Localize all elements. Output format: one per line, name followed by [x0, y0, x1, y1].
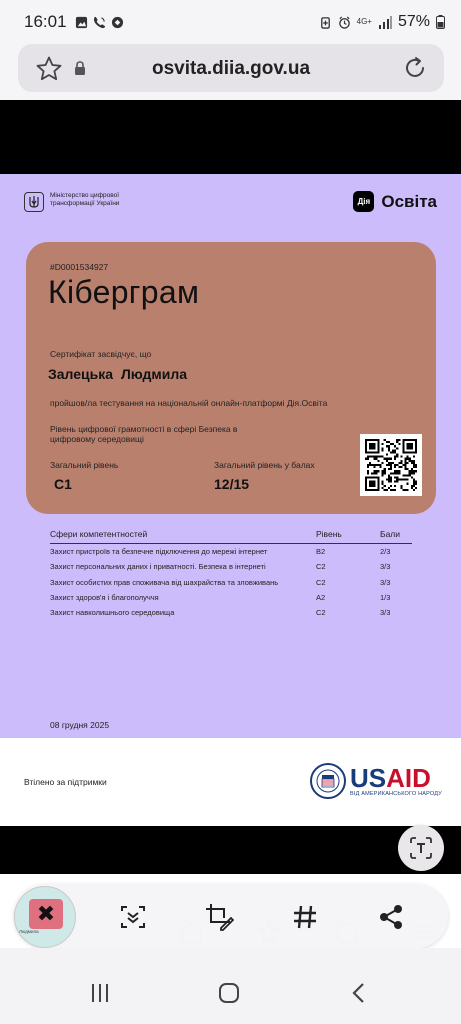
row-area: Захист здоров'я і благополуччя: [50, 593, 159, 603]
status-left: [24, 12, 124, 32]
row-area: Захист пристроїв та безпечне підключення до мережі інтернет: [50, 547, 268, 557]
extract-text-button[interactable]: [398, 825, 444, 871]
browser-toolbar: [0, 44, 461, 100]
row-level: B2: [316, 547, 326, 557]
edit-screenshot-button[interactable]: [202, 900, 236, 934]
row-score: 3/3: [380, 577, 391, 587]
home-button[interactable]: [214, 978, 244, 1008]
ministry-name: Міністерство цифрової трансформації України: [50, 192, 120, 207]
address-bar[interactable]: [18, 44, 444, 92]
battery-saver-icon: [319, 16, 332, 29]
recents-icon: [89, 982, 111, 1004]
certificate-date: 08 грудня 2025: [50, 720, 110, 730]
overall-level-label: Загальний рівень: [50, 460, 119, 470]
points-label: Загальний рівень у балах: [214, 460, 315, 470]
certificate-title: Кіберграм: [48, 274, 200, 310]
osvita-brand: Освіта: [381, 191, 437, 211]
usaid-subtitle: ВІД АМЕРИКАНСЬКОГО НАРОДУ: [350, 791, 442, 797]
vpn-icon: [111, 16, 124, 29]
share-icon: [377, 903, 405, 931]
row-level: C2: [316, 577, 326, 587]
network-type: 4G+: [356, 17, 372, 26]
table-row: [50, 559, 412, 574]
back-icon: [348, 982, 370, 1004]
table-row: [50, 605, 412, 620]
status-time: 16:01: [24, 12, 67, 31]
row-level: A2: [316, 593, 326, 603]
table-row: [50, 544, 412, 559]
status-bar: [0, 0, 461, 44]
osvita-logo: [353, 191, 437, 212]
support-band: [0, 738, 461, 826]
recents-button[interactable]: [85, 978, 115, 1008]
row-level: C2: [316, 562, 326, 572]
trident-icon: [24, 192, 44, 212]
qr-code[interactable]: [360, 434, 422, 496]
usaid-seal-icon: [310, 763, 346, 799]
header-level: Рівень: [316, 528, 342, 539]
scroll-capture-icon: [119, 903, 147, 931]
signal-icon: [378, 16, 392, 29]
wifi-call-icon: [93, 16, 106, 29]
row-score: 2/3: [380, 547, 391, 557]
certifies-text: Сертифікат засвідчує, що: [50, 349, 152, 359]
certificate-card: [26, 242, 436, 514]
ministry-logo: [24, 192, 140, 212]
competence-table: [50, 528, 412, 620]
back-button[interactable]: [344, 978, 374, 1008]
reload-icon[interactable]: [402, 55, 428, 81]
text-scan-icon: [409, 836, 433, 860]
usaid-logo: [310, 763, 442, 799]
thumbnail-caption: Людмила: [19, 929, 39, 934]
alarm-icon: [338, 16, 351, 29]
table-header: [50, 528, 412, 544]
url-text[interactable]: osvita.diia.gov.ua: [151, 58, 311, 79]
header-area: Сфери компетентностей: [50, 528, 148, 539]
row-score: 3/3: [380, 608, 391, 618]
gallery-icon: [75, 16, 88, 29]
tag-button[interactable]: [288, 900, 322, 934]
table-row: [50, 590, 412, 605]
row-area: Захист особистих прав споживача від шахрайства та зловживань: [50, 577, 279, 587]
battery-percent: 57%: [397, 13, 430, 30]
usaid-aid: AID: [386, 763, 431, 793]
row-score: 3/3: [380, 562, 391, 572]
passed-text: пройшов/ла тестування на національній онлайн-платформі Дія.Освіта: [50, 398, 328, 408]
scroll-capture-button[interactable]: [116, 900, 150, 934]
system-nav-bar: [0, 948, 461, 1024]
letterbox-top: [0, 100, 461, 174]
letterbox-bottom: [0, 826, 461, 874]
battery-icon: [436, 15, 445, 29]
certificate: [0, 174, 461, 738]
support-text: Втілено за підтримки: [24, 777, 107, 787]
row-area: Захист навколишнього середовища: [50, 608, 175, 618]
header-score: Бали: [380, 528, 401, 539]
status-notification-icons: [75, 16, 124, 29]
row-level: C2: [316, 608, 326, 618]
row-score: 1/3: [380, 593, 391, 603]
table-row: [50, 575, 412, 590]
close-icon: ✖: [29, 899, 63, 929]
usaid-us: US: [350, 763, 387, 793]
diia-badge: Дія: [353, 191, 374, 212]
certificate-id: #D0001534927: [50, 262, 109, 272]
screenshot-thumbnail[interactable]: [14, 886, 76, 948]
qr-code-image: [365, 439, 417, 491]
home-icon: [218, 982, 240, 1004]
row-area: Захист персональних даних і приватності. Безпека в інтернеті: [50, 562, 266, 572]
level-description: Рівень цифрової грамотності в сфері Безпека в цифровому середовищі: [50, 424, 238, 444]
usaid-wordmark: [350, 765, 442, 797]
points-value: 12/15: [214, 476, 250, 492]
share-button[interactable]: [374, 900, 408, 934]
status-right: [319, 13, 445, 31]
usaid-word: [350, 765, 442, 791]
crop-edit-icon: [204, 902, 234, 932]
screenshot-toolbar: [14, 884, 448, 948]
recipient-name: Залецька Людмила: [48, 366, 188, 382]
overall-level-value: C1: [54, 476, 72, 492]
hashtag-icon: [291, 903, 319, 931]
